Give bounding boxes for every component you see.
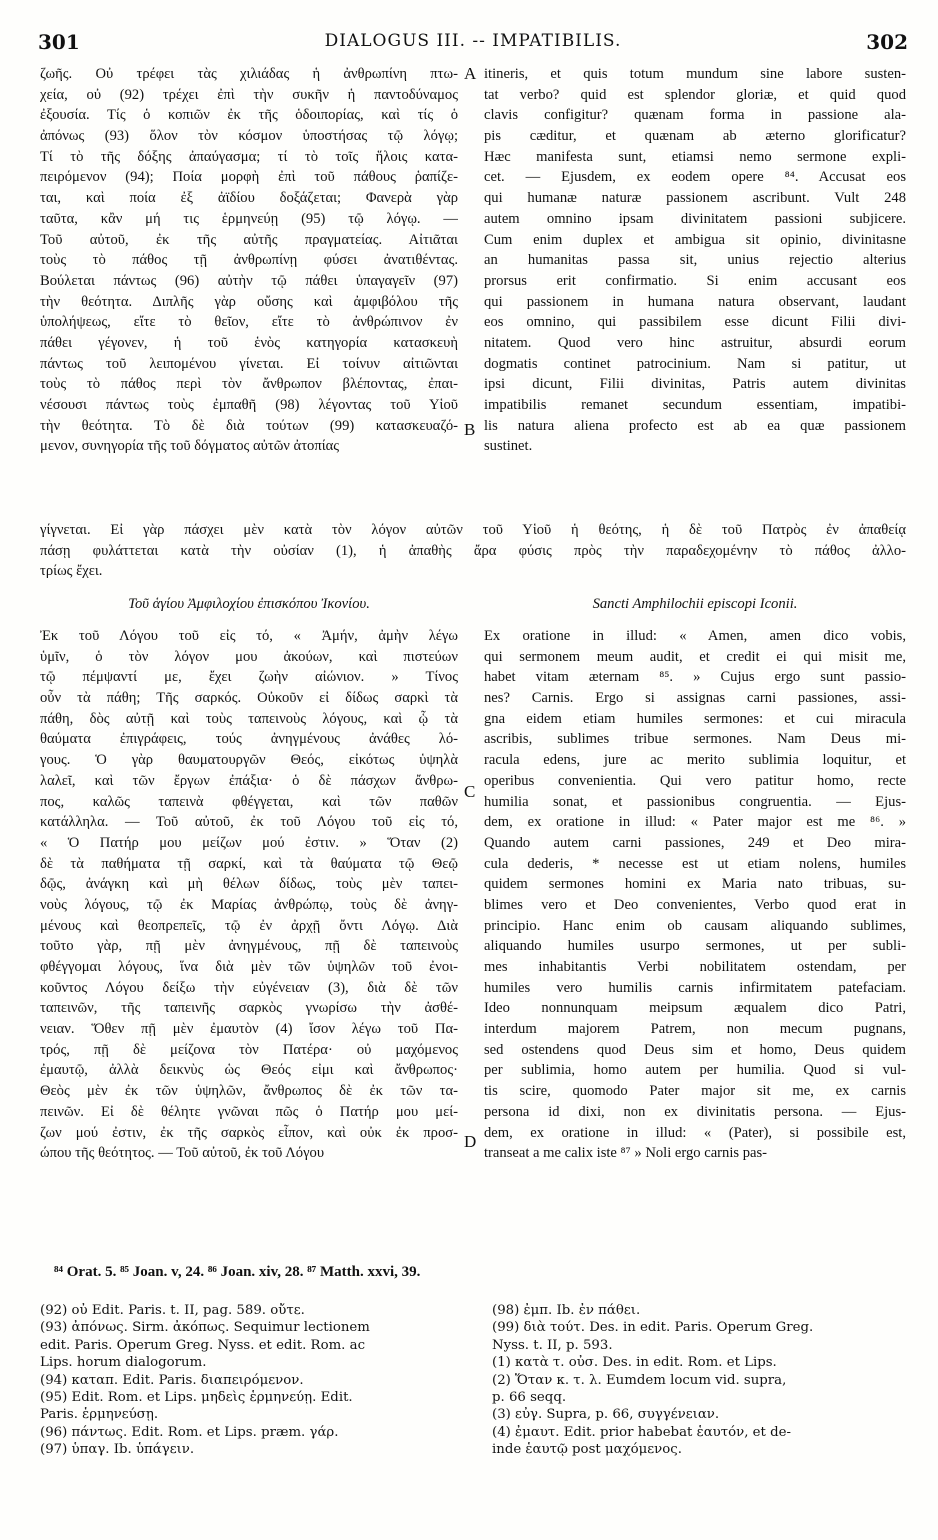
latin-text-line: sustinet. xyxy=(484,438,533,455)
footnote-line: (2) Ὅταν κ. τ. λ. Eumdem locum vid. supra, xyxy=(492,1372,787,1388)
latin-text-line: eos omnino, qui passibilem esse dicunt Filii divi- xyxy=(484,314,906,331)
footnote-line: inde ἑαυτῷ post μαχόμενος. xyxy=(492,1442,682,1458)
greek-text-line: θαύματα ἐπιγράφεις, τούς ἀνηγμένους ἀνάθες λό- xyxy=(40,731,458,748)
full-text-line: τρίως ἔχει. xyxy=(40,563,103,580)
greek-column-2 xyxy=(40,626,458,1164)
full-width-text xyxy=(40,520,906,582)
full-text-line: γίγνεται. Εἰ γὰρ πάσχει μὲν κατὰ τὸν λόγον αὐτῶν τοῦ Υἱοῦ ἡ θεότης, ἡ δὲ τοῦ Πατρὸς ἐν ἀπαθείᾳ xyxy=(40,522,906,538)
latin-text-line: nitatem. Quod vero hinc astruitur, absurdi eorum xyxy=(484,334,906,351)
greek-text-line: πεινῶν. Εἰ δὲ θέλητε γνῶναι πῶς ὁ Πατήρ μου μεί- xyxy=(40,1103,458,1120)
greek-text-line: τρός, πῇ δὲ μείζονα τὸν Πατέρα· οὐ μαχόμενος xyxy=(40,1041,458,1058)
latin-text-line: aliquando humiles usurpo sermones, ut per subli- xyxy=(484,938,906,955)
latin-text-line: impatibilis remanet secundum essentiam, impatibi- xyxy=(484,397,906,413)
footnote-line: (3) εὐγ. Supra, p. 66, συγγένειαν. xyxy=(492,1407,720,1423)
greek-text-line: χεία, οὐ (92) τρέχει ἐπὶ τὴν συκῆν ἡ παντοδύναμος xyxy=(40,86,458,103)
latin-text-line: qui passionem in humana natura observant, laudant xyxy=(484,293,906,310)
footnote-line: (98) ἐμπ. Ib. ἐν πάθει. xyxy=(492,1303,641,1318)
margin-marker-c: C xyxy=(464,782,476,801)
margin-marker-b: B xyxy=(464,420,476,439)
latin-text-line: prorsus erit confirmatio. Si enim accusant eos xyxy=(484,272,906,289)
latin-text-line: gna eidem etiam humiles sermones: et cui miracula xyxy=(484,710,906,727)
greek-text-line: πος, καλῶς ταπεινὰ φθέγγεται, καὶ τῶν παθῶν xyxy=(40,793,458,810)
latin-text-line: humiles vero humilis carnis infirmitatem patefaciam. xyxy=(484,979,906,996)
greek-text-line: νέσουσι πάντως τοὺς ἐμπαθῆ (98) λέγοντας τοῦ Υἱοῦ xyxy=(40,397,458,413)
greek-text-line: πάντως τοῦ λειπομένου γίνεται. Εἰ τοίνυν αἰτιῶνται xyxy=(40,355,458,372)
latin-text-line: pis cæditur, et quænam ab æterno glorificatur? xyxy=(484,128,906,145)
greek-text-line: ταῦτα, κἂν μή τις ἑρμηνεύῃ (95) τῷ λόγῳ. — xyxy=(40,210,458,227)
footnote-line: (96) πάντως. Edit. Rom. et Lips. præm. γάρ. xyxy=(40,1424,339,1440)
footnotes-left xyxy=(40,1302,460,1459)
greek-text-line: Βούλεται πάντως (96) αὐτὴν τῷ πάθει ὑπαγαγεῖν (97) xyxy=(40,272,458,289)
latin-text-line: interdum majorem Patrem, non mecum pugnans, xyxy=(484,1021,906,1038)
latin-text-line: ascribis, sublimes tribue sermones. Nam Deus mi- xyxy=(484,731,906,748)
latin-text-line: sed ostendens quod Deus sim et homo, Deus quidem xyxy=(484,1041,906,1058)
greek-text-line: τὴν θεότητα. Τὸ δὲ διὰ τούτων (99) κατασκευαζό- xyxy=(40,417,458,434)
latin-text-line: Ideo nonnunquam meipsum æqualem dico Patri, xyxy=(484,1000,906,1017)
greek-column-1 xyxy=(40,64,458,457)
latin-text-line: blimes vero et Deo convenientes, Verbo quod erat in xyxy=(484,896,906,913)
footnotes-right xyxy=(492,1302,906,1459)
latin-text-line: persona id dixi, non ex divinitatis persona. — Ejus- xyxy=(484,1103,906,1120)
latin-text-line: nes? Carnis. Ergo si assignas carni passiones, assi- xyxy=(484,690,906,707)
latin-text-line: humilia sonat, et passionibus congruentia. — Ejus- xyxy=(484,793,906,810)
running-header xyxy=(38,30,908,60)
latin-column-2 xyxy=(484,626,906,1164)
latin-text-line: Quando autem carni passiones, 249 et Deo mira- xyxy=(484,834,906,851)
greek-text-line: τοὺς τὸ πάθος περὶ τὸν ἄνθρωπον βλέποντας, ἐπαι- xyxy=(40,376,458,393)
greek-text-line: τὴν θεότητα. Διπλῆς γὰρ οὔσης καὶ ἀμφιβόλου τῆς xyxy=(40,293,458,310)
latin-heading-text: Sancti Amphilochii episcopi Iconii. xyxy=(592,596,798,612)
latin-text-line: principio. Hanc enim ob causam aliquando sublimes, xyxy=(484,917,906,934)
greek-text-line: πειρόμενον (94); Ποία μορφὴ ἐπὶ τοῦ πάθους ῥαπίζε- xyxy=(40,169,458,186)
latin-text-line: tis scire, quomodo Pater major sit me, ex carnis xyxy=(484,1083,906,1100)
latin-text-line: mes inhabitantis Verbi nobilitatem ostendam, per xyxy=(484,959,906,975)
footnote-line: (95) Edit. Rom. et Lips. μηδεὶς ἑρμηνεύῃ. Edit. xyxy=(40,1390,353,1406)
latin-text-line: Cum enim duplex et ambigua sit opinio, divinitasne xyxy=(484,231,906,248)
greek-text-line: λαλεῖ, καὶ τῶν ἔργων ἐπάξια· ὁ δὲ πάσχων ἄνθρω- xyxy=(40,772,458,789)
footnote-line: (1) κατὰ τ. οὐσ. Des. in edit. Rom. et Lips. xyxy=(492,1355,777,1371)
greek-text-line: Θεὸς μὲν ἐκ τῶν ὑψηλῶν, ἄνθρωπος δὲ ἐκ τῶν τα- xyxy=(40,1083,458,1100)
footnote-line: edit. Paris. Operum Greg. Nyss. et edit. Rom. ac xyxy=(40,1337,366,1353)
greek-text-line: ζωῆς. Οὐ τρέφει τὰς χιλιάδας ἡ ἀνθρωπίνη πτω- xyxy=(40,66,458,82)
greek-text-line: ται, καὶ ποία ἐξ ἀϊδίου δοξάζεται; Φανερὰ γὰρ xyxy=(40,190,458,207)
greek-text-line: ὑμῖν, ὁ τὸν λόγον μου ἀκούων, καὶ πιστεύων xyxy=(40,648,458,665)
greek-text-line: δῷς, ἀνάγκη καὶ μὴ θέλων δίδως, τοὺς μὲν ταπει- xyxy=(40,876,458,893)
greek-text-line: φθέγγομαι λόγους, ἵνα διὰ μὲν τῶν ὑψηλῶν τοῦ ἐνοι- xyxy=(40,959,458,975)
running-title: DIALOGUS III. -- IMPATIBILIS. xyxy=(324,31,622,51)
footnote-line: (93) ἀπόνως. Sirm. ἀκόπως. Sequimur lectionem xyxy=(40,1320,370,1336)
latin-text-line: tat verbo? quid est splendor gloriæ, et quid quod xyxy=(484,86,906,103)
greek-text-line: οὖν τὰ πάθη; Τῆς σαρκός. Οὐκοῦν εἰ δίδως σαρκὶ τὰ xyxy=(40,690,458,707)
latin-text-line: operibus convenientia. Qui vero patitur homo, recte xyxy=(484,772,906,789)
footnote-line: Nyss. t. II, p. 593. xyxy=(492,1337,613,1353)
latin-text-line: cula dederis, * necesse est ut etiam nolens, humiles xyxy=(484,855,906,872)
full-text-line: πάσῃ φυλάττεται κατὰ τὴν οὐσίαν (1), ἡ ἀπαθὴς ἄρα φύσις πρὸς τὴν παραδεχομένην τὸ πάθος ἀλλο- xyxy=(40,542,906,559)
footnote-line: p. 66 seqq. xyxy=(492,1390,567,1406)
latin-text-line: dem, ex oratione in illud: « (Pater), si possibile est, xyxy=(484,1124,906,1141)
greek-text-line: νειαν. Ὅθεν πῇ μὲν ἐμαυτὸν (4) ἴσον λέγω τοῦ Πα- xyxy=(40,1021,458,1038)
greek-text-line: τοῦτο γὰρ, πῇ μὲν ἀνηγμένους, πῇ δὲ ταπεινοὺς xyxy=(40,938,458,955)
latin-text-line: autem omnino ipsam divinitatem passioni subjicere. xyxy=(484,210,906,227)
latin-text-line: transeat a me calix iste ⁸⁷ » Noli ergo carnis pas- xyxy=(484,1145,768,1162)
latin-text-line: itineris, et quis totum mundum sine labore susten- xyxy=(484,66,906,82)
greek-text-line: πάθει γέγονεν, ἡ τοῦ ἑνὸς κατηγορία κατασκευὴ xyxy=(40,334,458,351)
margin-marker-a: A xyxy=(464,64,477,83)
greek-text-line: κοῦντος Λόγου δείξω τὴν εὐγένειαν (3), διὰ δὲ τῶν xyxy=(40,979,458,996)
footnote-line: (4) ἐμαυτ. Edit. prior habebat ἑαυτόν, et de- xyxy=(492,1424,791,1440)
latin-text-line: racula edens, jure ac merito sublimia loquitur, et xyxy=(484,752,906,769)
margin-marker-d: D xyxy=(464,1132,477,1151)
page-number-right: 302 xyxy=(866,30,908,54)
latin-text-line: qui humanæ naturæ passionem ascribunt. Vult 248 xyxy=(484,190,906,207)
greek-text-line: Τοῦ αὐτοῦ, ἐκ τῆς αὐτῆς πραγματείας. Αἰτιᾶται xyxy=(40,231,458,248)
greek-text-line: ταπεινῶν, τῆς ταπεινῆς σαρκὸς γνωρίσω τὴν ἀσθέ- xyxy=(40,1000,458,1017)
greek-heading-text: Τοῦ ἁγίου Ἀμφιλοχίου ἐπισκόπου Ἰκονίου. xyxy=(128,596,370,612)
page-number-left: 301 xyxy=(38,30,80,54)
latin-text-line: ipsi dicunt, Filii divinitas, Patris autem divinitas xyxy=(484,376,906,393)
greek-text-line: ώπου τῆς θεότητος. — Τοῦ αὐτοῦ, ἐκ τοῦ Λόγου xyxy=(40,1145,325,1162)
greek-text-line: Ἐκ τοῦ Λόγου τοῦ εἰς τό, « Ἀμήν, ἀμὴν λέγω xyxy=(40,628,458,644)
footnote-line: (97) ὑπαγ. Ib. ὑπάγειν. xyxy=(40,1442,195,1458)
latin-text-line: Ex oratione in illud: « Amen, amen dico vobis, xyxy=(484,628,906,644)
greek-text-line: δὲ τὰ παθήματα τῇ σαρκί, καὶ τὰ θαύματα τῷ Θεῷ xyxy=(40,855,458,872)
greek-text-line: ἐξουσία. Τίς ὁ κοπιῶν ἐκ τῆς ὁδοιπορίας, καὶ τίς ὁ xyxy=(40,107,458,124)
latin-text-line: clavis configitur? quænam forma in passione ala- xyxy=(484,107,906,124)
latin-text-line: dogmatis continet patrocinium. Nam si patitur, ut xyxy=(484,355,906,372)
greek-text-line: μένους καὶ θεοπρεπεῖς, τῷ ἐν ἀρχῇ ὄντι Λόγῳ. Διὰ xyxy=(40,917,458,934)
greek-text-line: τοὺς τὸ πάθος τῇ ἀνθρωπίνῃ φύσει ἀνατιθέντας. xyxy=(40,252,458,269)
greek-text-line: Τί τὸ τῆς δόξης ἀπαύγασμα; τί τὸ τοῖς ἥλοις κατα- xyxy=(40,148,458,165)
greek-text-line: κατάλληλα. — Τοῦ αὐτοῦ, ἐκ τοῦ Λόγου τοῦ εἰς τό, xyxy=(40,814,458,831)
latin-text-line: Hæc manifesta sunt, etiamsi nemo sermone expli- xyxy=(484,148,906,165)
latin-text-line: habet vitam æternam ⁸⁵. » Cujus ergo sunt passio- xyxy=(484,669,906,686)
greek-text-line: ἀπόνως (93) ὅλον τὸν κόσμον ὑποστήσας τῷ λόγῳ; xyxy=(40,128,458,145)
latin-text-line: qui sermonem meum audit, et credit ei qui misit me, xyxy=(484,648,906,665)
footnote-line: Paris. ἑρμηνεύσῃ. xyxy=(40,1407,159,1423)
greek-text-line: πάθη, δὸς αὐτῇ καὶ τοὺς ταπεινοὺς λόγους, καὶ ᾧ τὰ xyxy=(40,710,458,727)
footnote-line: (94) καταπ. Edit. Paris. διαπειρόμενον. xyxy=(40,1372,304,1388)
footnote-line: (92) οὐ Edit. Paris. t. II, pag. 589. οὔτε. xyxy=(40,1303,305,1318)
footnote-line: Lips. horum dialogorum. xyxy=(40,1355,207,1371)
latin-text-line: an humanitas passa sit, unius rejectio alterius xyxy=(484,252,906,269)
greek-text-line: μενον, συνηγορία τῆς τοῦ δόγματος αὐτῶν ἀτοπίας xyxy=(40,438,340,455)
greek-text-line: ἐμαυτῷ, ἀλλὰ δεικνὺς ὡς Θεός εἰμι καὶ ἄνθρωπος· xyxy=(40,1062,458,1079)
greek-text-line: τῷ πέμψαντί με, ἔχει ζωὴν αἰώνιον. » Τίνος xyxy=(40,669,458,686)
greek-text-line: « Ὁ Πατήρ μου μείζων μού ἐστιν. » Ὅταν (2) xyxy=(40,834,458,851)
latin-text-line: dem, ex oratione in illud: « Pater major est me ⁸⁶. » xyxy=(484,814,906,831)
greek-text-line: ζων μού ἐστιν, ἐκ τῆς σαρκὸς εἶπον, καὶ οὐκ ἐκ προσ- xyxy=(40,1124,458,1141)
latin-text-line: per sublimia, homo autem per humilia. Quod si vul- xyxy=(484,1062,906,1079)
latin-text-line: lis natura aliena profecto est ab ea quæ passionem xyxy=(484,417,906,434)
latin-text-line: quidem sermones homini ex Maria nato tribuas, su- xyxy=(484,876,906,893)
latin-column-1 xyxy=(484,64,906,457)
greek-text-line: ὑπολήψεως, εἴτε τὸ θεῖον, εἴτε τὸ ἀνθρώπινον ἐν xyxy=(40,314,458,331)
latin-text-line: cet. — Ejusdem, ex eodem opere ⁸⁴. Accusat eos xyxy=(484,169,906,186)
scripture-references: ⁸⁴ Orat. 5. ⁸⁵ Joan. v, 24. ⁸⁶ Joan. xiv, 28. ⁸⁷ Matth. xxvi, 39. xyxy=(54,1264,421,1280)
footnote-line: (99) διὰ τούτ. Des. in edit. Paris. Operum Greg. xyxy=(492,1320,814,1336)
greek-text-line: γους. Ὁ γὰρ θαυματουργῶν Θεός, εἰκότως ὑψηλὰ xyxy=(40,752,458,769)
latin-section-heading xyxy=(484,594,906,615)
greek-section-heading xyxy=(40,594,458,615)
greek-text-line: νοὺς λόγους, τῷ ἐκ Μαρίας ἀνθρώπῳ, τοὺς δὲ ἀνηγ- xyxy=(40,896,458,913)
